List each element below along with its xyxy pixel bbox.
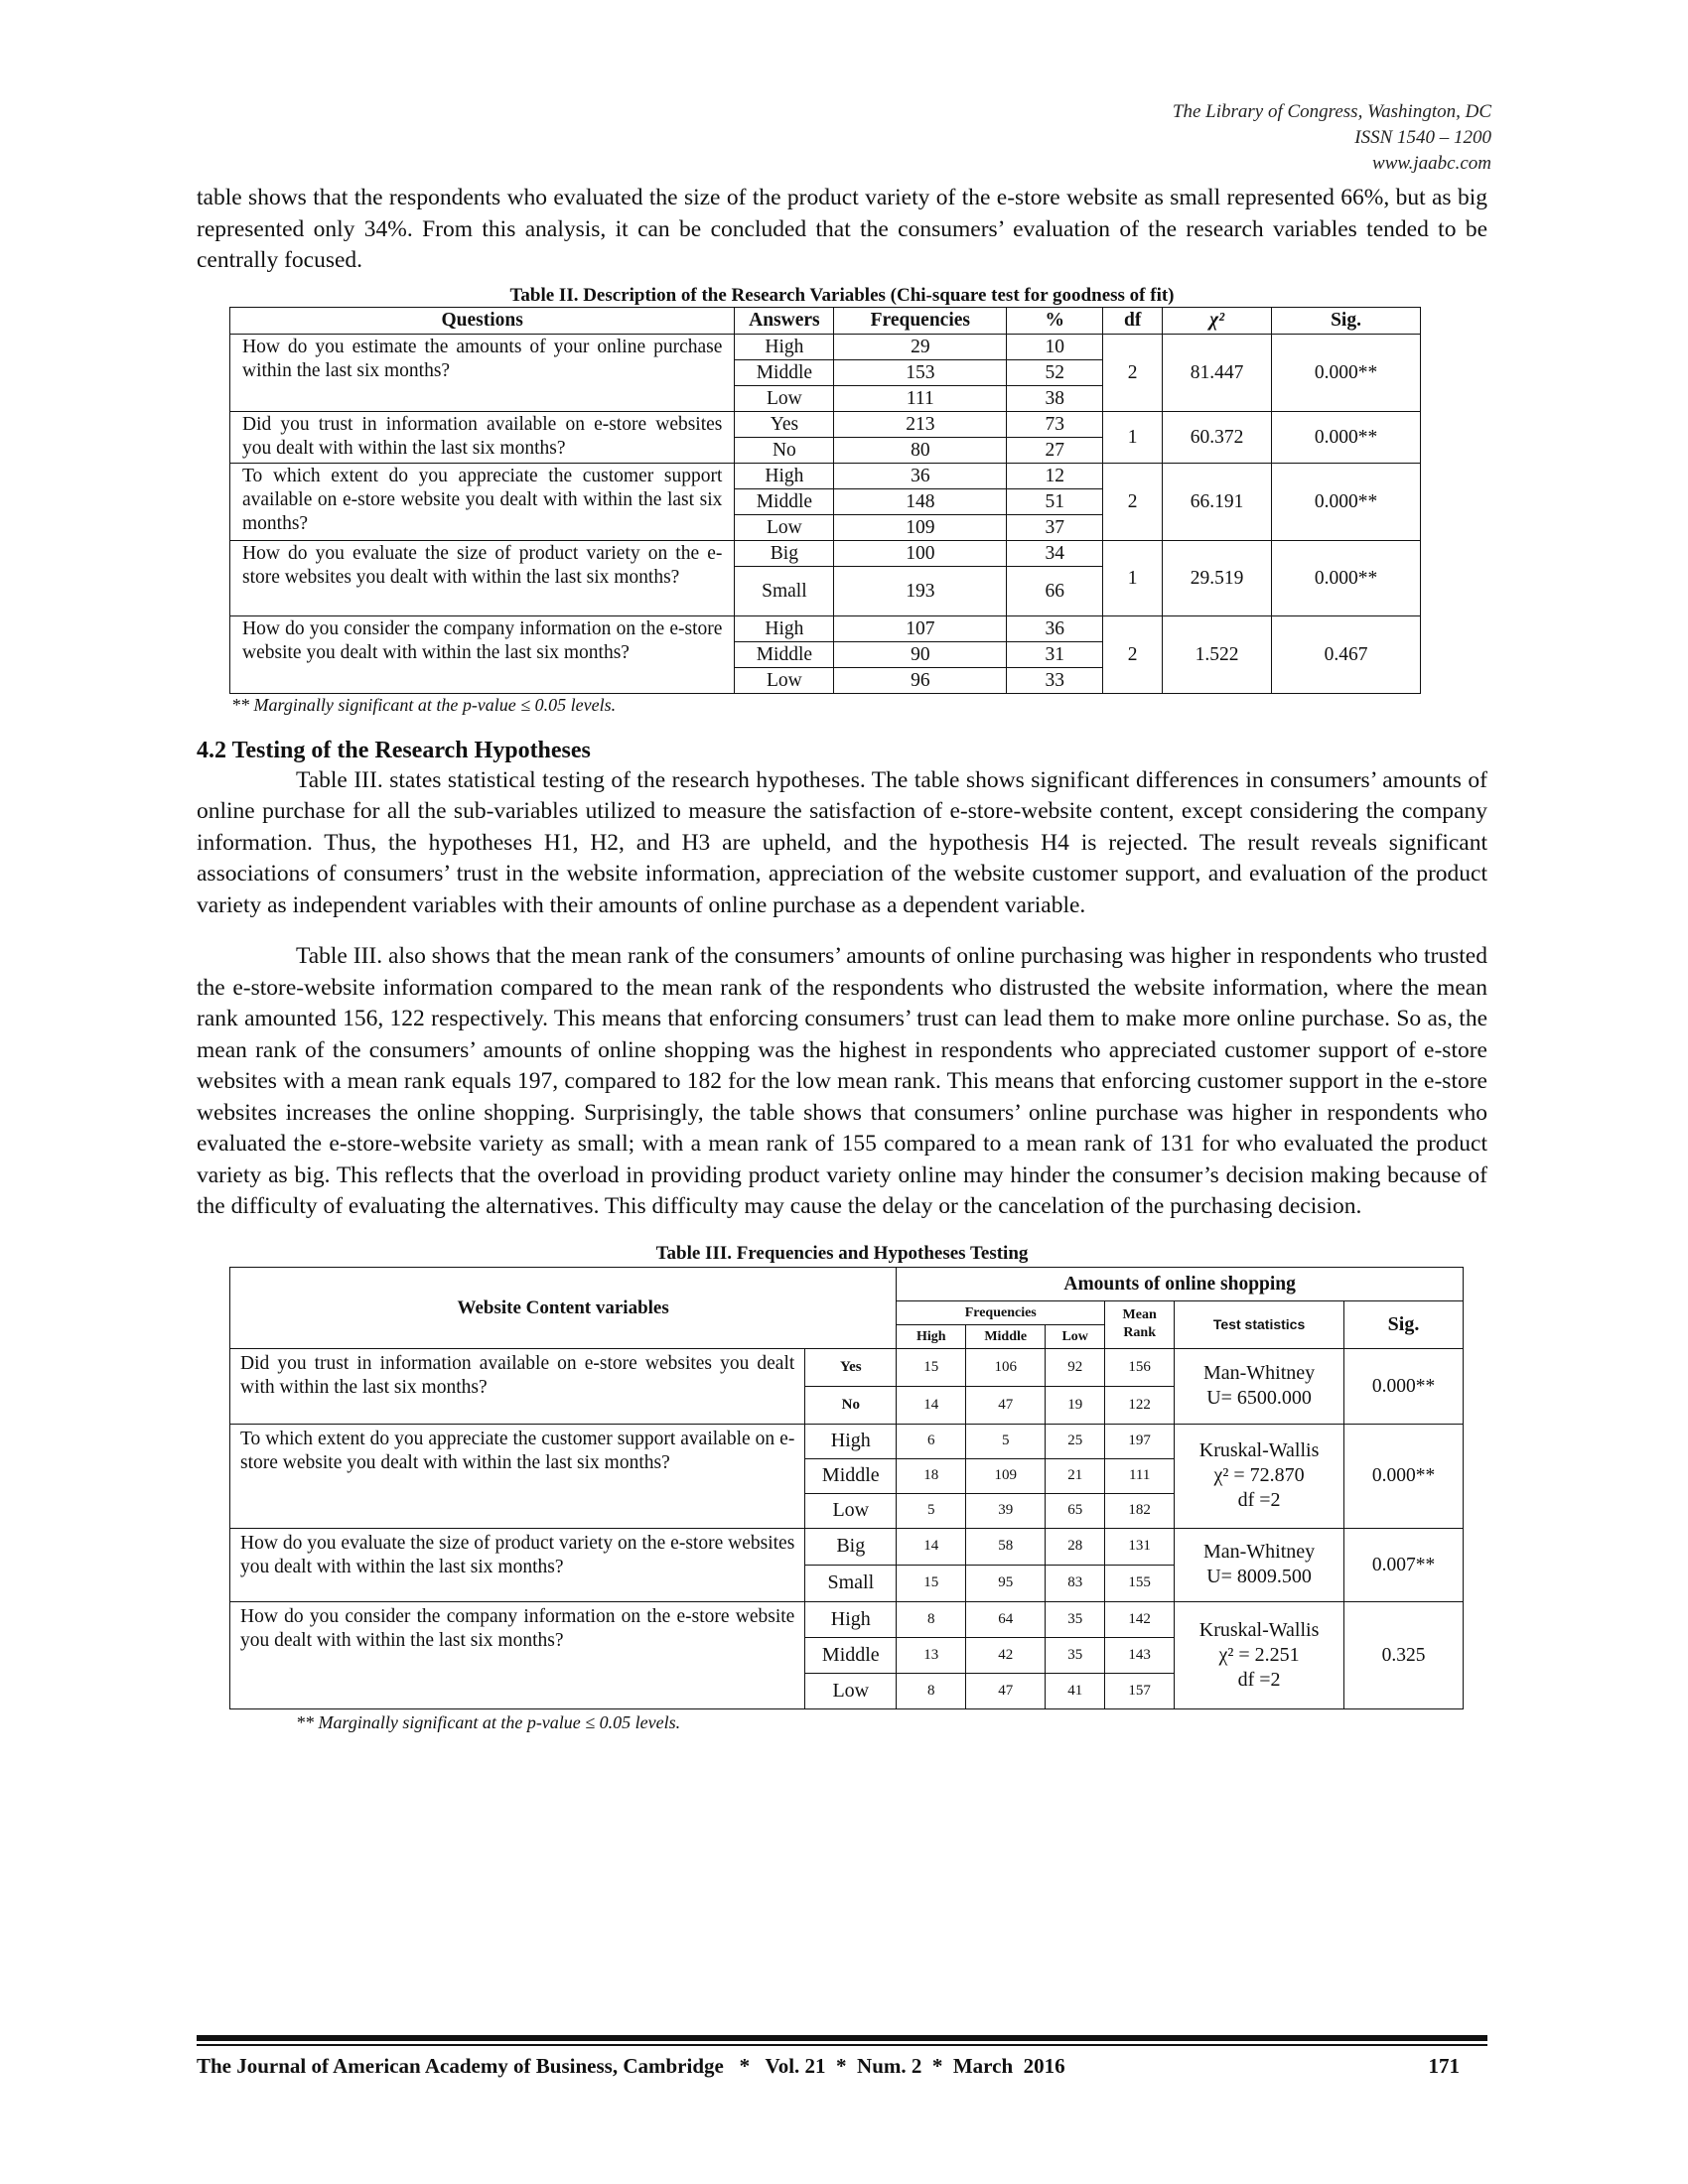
sig-cell: 0.000** [1344, 1348, 1464, 1424]
percent-cell: 36 [1007, 615, 1103, 641]
answer-cell: Low [735, 667, 834, 693]
high-cell: 18 [897, 1458, 966, 1493]
rank-cell: 182 [1105, 1493, 1175, 1528]
frequency-cell: 107 [834, 615, 1007, 641]
frequencies-header: Frequencies [897, 1300, 1105, 1324]
df-cell: 1 [1103, 540, 1163, 615]
percent-cell: 73 [1007, 411, 1103, 437]
table2-note: ** Marginally significant at the p-value ≤ 0.05 levels. [231, 694, 617, 715]
sig-cell: 0.000** [1272, 334, 1421, 411]
chi-cell: 81.447 [1163, 334, 1272, 411]
col-header: χ² [1163, 307, 1272, 334]
table2 [229, 307, 1421, 694]
table-row [230, 1601, 1464, 1637]
test-line-2: χ² = 2.251 [1218, 1643, 1300, 1666]
answer-cell: No [805, 1386, 897, 1424]
middle-cell: 5 [966, 1424, 1046, 1458]
frequency-cell: 29 [834, 334, 1007, 359]
footer-text [197, 2054, 1487, 2079]
frequency-cell: 193 [834, 566, 1007, 615]
percent-cell: 34 [1007, 540, 1103, 566]
middle-cell: 109 [966, 1458, 1046, 1493]
table3-header-row-1 [230, 1267, 1464, 1300]
percent-cell: 10 [1007, 334, 1103, 359]
answer-cell: Small [805, 1565, 897, 1601]
percent-cell: 52 [1007, 359, 1103, 385]
footer-rule-thin [197, 2044, 1487, 2046]
frequency-cell: 90 [834, 641, 1007, 667]
table3-note: ** Marginally significant at the p-value ≤ 0.05 levels. [296, 1711, 681, 1732]
col-header: Questions [230, 307, 735, 334]
middle-cell: 47 [966, 1673, 1046, 1708]
question-cell: How do you evaluate the size of product variety on the e-store websites you dealt with within the last six months? [230, 540, 735, 615]
rank-cell: 143 [1105, 1637, 1175, 1673]
chi-cell: 66.191 [1163, 463, 1272, 540]
high-cell: 5 [897, 1493, 966, 1528]
table-row [230, 615, 1421, 641]
answer-cell: Small [735, 566, 834, 615]
test-line-2: U= 8009.500 [1206, 1566, 1312, 1587]
answer-cell: High [805, 1601, 897, 1637]
low-cell: 21 [1046, 1458, 1105, 1493]
header-line-2: ISSN 1540 – 1200 [1354, 127, 1491, 148]
table-row [230, 411, 1421, 437]
question-cell: How do you consider the company information on the e-store website you dealt with within the last six months? [230, 615, 735, 693]
answer-cell: Low [735, 514, 834, 540]
percent-cell: 51 [1007, 488, 1103, 514]
section-heading: 4.2 Testing of the Research Hypotheses [197, 737, 591, 763]
chi-cell: 29.519 [1163, 540, 1272, 615]
percent-cell: 12 [1007, 463, 1103, 488]
footer-rule [197, 2035, 1487, 2041]
high-cell: 8 [897, 1601, 966, 1637]
test-line-3: df =2 [1237, 1668, 1281, 1691]
middle-cell: 39 [966, 1493, 1046, 1528]
sig-cell: 0.000** [1272, 411, 1421, 463]
answer-cell: Big [735, 540, 834, 566]
percent-cell: 38 [1007, 385, 1103, 411]
col-header: Answers [735, 307, 834, 334]
page-header [197, 99, 1491, 177]
low-cell: 35 [1046, 1601, 1105, 1637]
test-statistics-cell [1175, 1348, 1344, 1424]
low-cell: 28 [1046, 1528, 1105, 1565]
question-cell: How do you consider the company information on the e-store website you dealt with within the last six months? [230, 1601, 805, 1708]
sig-cell: 0.467 [1272, 615, 1421, 693]
answer-cell: High [735, 463, 834, 488]
rank-cell: 155 [1105, 1565, 1175, 1601]
rank-cell: 197 [1105, 1424, 1175, 1458]
answer-cell: Big [805, 1528, 897, 1565]
df-cell: 2 [1103, 463, 1163, 540]
test-line-1: Kruskal-Wallis [1198, 1618, 1320, 1641]
table2-header-row [230, 307, 1421, 334]
rank-cell: 157 [1105, 1673, 1175, 1708]
rank-cell: 111 [1105, 1458, 1175, 1493]
test-statistics-cell [1175, 1528, 1344, 1601]
test-statistics-header: Test statistics [1175, 1300, 1344, 1348]
df-cell: 2 [1103, 334, 1163, 411]
table-row [230, 1348, 1464, 1386]
question-cell: How do you estimate the amounts of your online purchase within the last six months? [230, 334, 735, 411]
mean-rank-header: Mean Rank [1105, 1300, 1175, 1348]
answer-cell: Middle [805, 1458, 897, 1493]
high-cell: 13 [897, 1637, 966, 1673]
variables-header: Website Content variables [230, 1267, 897, 1348]
table3 [229, 1267, 1464, 1709]
high-cell: 15 [897, 1565, 966, 1601]
frequency-cell: 153 [834, 359, 1007, 385]
middle-cell: 58 [966, 1528, 1046, 1565]
percent-cell: 66 [1007, 566, 1103, 615]
middle-cell: 106 [966, 1348, 1046, 1386]
page-footer [197, 2035, 1487, 2079]
frequency-cell: 100 [834, 540, 1007, 566]
sig-cell: 0.000** [1344, 1424, 1464, 1528]
frequency-cell: 80 [834, 437, 1007, 463]
high-cell: 15 [897, 1348, 966, 1386]
middle-cell: 64 [966, 1601, 1046, 1637]
low-cell: 35 [1046, 1637, 1105, 1673]
rank-cell: 131 [1105, 1528, 1175, 1565]
page [197, 99, 1491, 1733]
question-cell: Did you trust in information available on e-store websites you dealt with within the last six months? [230, 411, 735, 463]
high-cell: 14 [897, 1528, 966, 1565]
paragraph-1: Table III. states statistical testing of the research hypotheses. The table shows significant differences in consumers’ amounts of online purchase for all the sub-variables utilized to measure the satisfaction of e-store-website content, except considering the company information. Thus, the hypotheses H1, H2, and H3 are upheld, and the hypothesis H4 is rejected. The result reveals significant associations of consumers’ trust in the website information, appreciation of the website customer support, and evaluation of the product variety as independent variables with their amounts of online purchase as a dependent variable. [197, 766, 1487, 918]
low-cell: 92 [1046, 1348, 1105, 1386]
header-line-3: www.jaabc.com [1372, 153, 1491, 174]
col-header: % [1007, 307, 1103, 334]
rank-cell: 156 [1105, 1348, 1175, 1386]
answer-cell: Yes [735, 411, 834, 437]
col-header: Frequencies [834, 307, 1007, 334]
low-cell: 19 [1046, 1386, 1105, 1424]
frequency-cell: 96 [834, 667, 1007, 693]
page-number: 171 [1428, 2053, 1460, 2078]
test-line-1: Man-Whitney [1202, 1362, 1316, 1384]
df-cell: 2 [1103, 615, 1163, 693]
frequency-cell: 148 [834, 488, 1007, 514]
paragraph-2: Table III. also shows that the mean rank of the consumers’ amounts of online purchasing was higher in respondents who trusted the e-store-website information compared to the mean rank of the respondents who distrusted the website information, where the mean rank amounted 156, 122 respectively. This means that enforcing consumers’ trust can lead them to make more online purchase. So as, the mean rank of the consumers’ amounts of online shopping was the highest in respondents who appreciated customer support of e-store websites with a mean rank equals 197, compared to 182 for the low mean rank. This means that enforcing customer support in the e-store websites increases the online shopping. Surprisingly, the table shows that consumers’ online purchase was higher in respondents who evaluated the e-store-website variety as small; with a mean rank of 155 compared to a mean rank of 131 for who evaluated the product variety as big. This reflects that the overload in providing product variety online may hinder the consumer’s decision making because of the difficulty of evaluating the alternatives. This difficulty may cause the delay or the cancelation of the purchasing decision. [197, 943, 1487, 1219]
frequency-cell: 111 [834, 385, 1007, 411]
chi-cell: 1.522 [1163, 615, 1272, 693]
test-line-1: Man-Whitney [1202, 1541, 1316, 1563]
test-statistics-cell [1175, 1424, 1344, 1528]
high-cell: 6 [897, 1424, 966, 1458]
low-cell: 25 [1046, 1424, 1105, 1458]
amounts-header: Amounts of online shopping [897, 1267, 1464, 1300]
frequency-cell: 36 [834, 463, 1007, 488]
high-cell: 8 [897, 1673, 966, 1708]
middle-cell: 47 [966, 1386, 1046, 1424]
sig-cell: 0.007** [1344, 1528, 1464, 1601]
intro-paragraph: table shows that the respondents who evaluated the size of the product variety of the e-store website as small represented 66%, but as big represented only 34%. From this analysis, it can be concluded that the consumers’ evaluation of the research variables tended to be centrally focused. [197, 185, 1487, 273]
rank-cell: 142 [1105, 1601, 1175, 1637]
sig-header: Sig. [1344, 1300, 1464, 1348]
rank-cell: 122 [1105, 1386, 1175, 1424]
answer-cell: Middle [735, 488, 834, 514]
question-cell: To which extent do you appreciate the customer support available on e-store website you dealt with within the last six months? [230, 463, 735, 540]
answer-cell: Middle [805, 1637, 897, 1673]
question-cell: To which extent do you appreciate the customer support available on e-store website you dealt with within the last six months? [230, 1424, 805, 1528]
chi-cell: 60.372 [1163, 411, 1272, 463]
percent-cell: 37 [1007, 514, 1103, 540]
col-header: df [1103, 307, 1163, 334]
high-header: High [897, 1324, 966, 1348]
df-cell: 1 [1103, 411, 1163, 463]
test-line-1: Kruskal-Wallis [1198, 1439, 1320, 1461]
answer-cell: Middle [735, 641, 834, 667]
frequency-cell: 109 [834, 514, 1007, 540]
percent-cell: 31 [1007, 641, 1103, 667]
answer-cell: Yes [805, 1348, 897, 1386]
table-row [230, 1424, 1464, 1458]
frequency-cell: 213 [834, 411, 1007, 437]
table2-caption: Table II. Description of the Research Variables (Chi-square test for goodness of fit) [509, 284, 1175, 306]
answer-cell: High [735, 334, 834, 359]
low-cell: 41 [1046, 1673, 1105, 1708]
middle-header: Middle [966, 1324, 1046, 1348]
sig-cell: 0.000** [1272, 463, 1421, 540]
table3-caption: Table III. Frequencies and Hypotheses Testing [655, 1242, 1029, 1264]
test-line-2: U= 6500.000 [1206, 1387, 1312, 1409]
journal-name: The Journal of American Academy of Business, Cambridge * Vol. 21 * Num. 2 * March 2016 [197, 2053, 1065, 2078]
low-cell: 83 [1046, 1565, 1105, 1601]
answer-cell: Low [805, 1673, 897, 1708]
answer-cell: High [735, 615, 834, 641]
table-row [230, 463, 1421, 488]
percent-cell: 33 [1007, 667, 1103, 693]
answer-cell: Low [735, 385, 834, 411]
answer-cell: Middle [735, 359, 834, 385]
question-cell: Did you trust in information available on e-store websites you dealt with within the last six months? [230, 1348, 805, 1424]
test-line-2: χ² = 72.870 [1213, 1464, 1305, 1486]
middle-cell: 42 [966, 1637, 1046, 1673]
col-header: Sig. [1272, 307, 1421, 334]
percent-cell: 27 [1007, 437, 1103, 463]
test-statistics-cell [1175, 1601, 1344, 1708]
question-cell: How do you evaluate the size of product variety on the e-store websites you dealt with within the last six months? [230, 1528, 805, 1601]
low-header: Low [1046, 1324, 1105, 1348]
middle-cell: 95 [966, 1565, 1046, 1601]
answer-cell: No [735, 437, 834, 463]
table-row [230, 540, 1421, 566]
table-row [230, 334, 1421, 359]
table-row [230, 1528, 1464, 1565]
low-cell: 65 [1046, 1493, 1105, 1528]
sig-cell: 0.000** [1272, 540, 1421, 615]
answer-cell: Low [805, 1493, 897, 1528]
sig-cell: 0.325 [1344, 1601, 1464, 1708]
high-cell: 14 [897, 1386, 966, 1424]
test-line-3: df =2 [1237, 1489, 1281, 1511]
answer-cell: High [805, 1424, 897, 1458]
header-line-1: The Library of Congress, Washington, DC [1172, 101, 1491, 122]
